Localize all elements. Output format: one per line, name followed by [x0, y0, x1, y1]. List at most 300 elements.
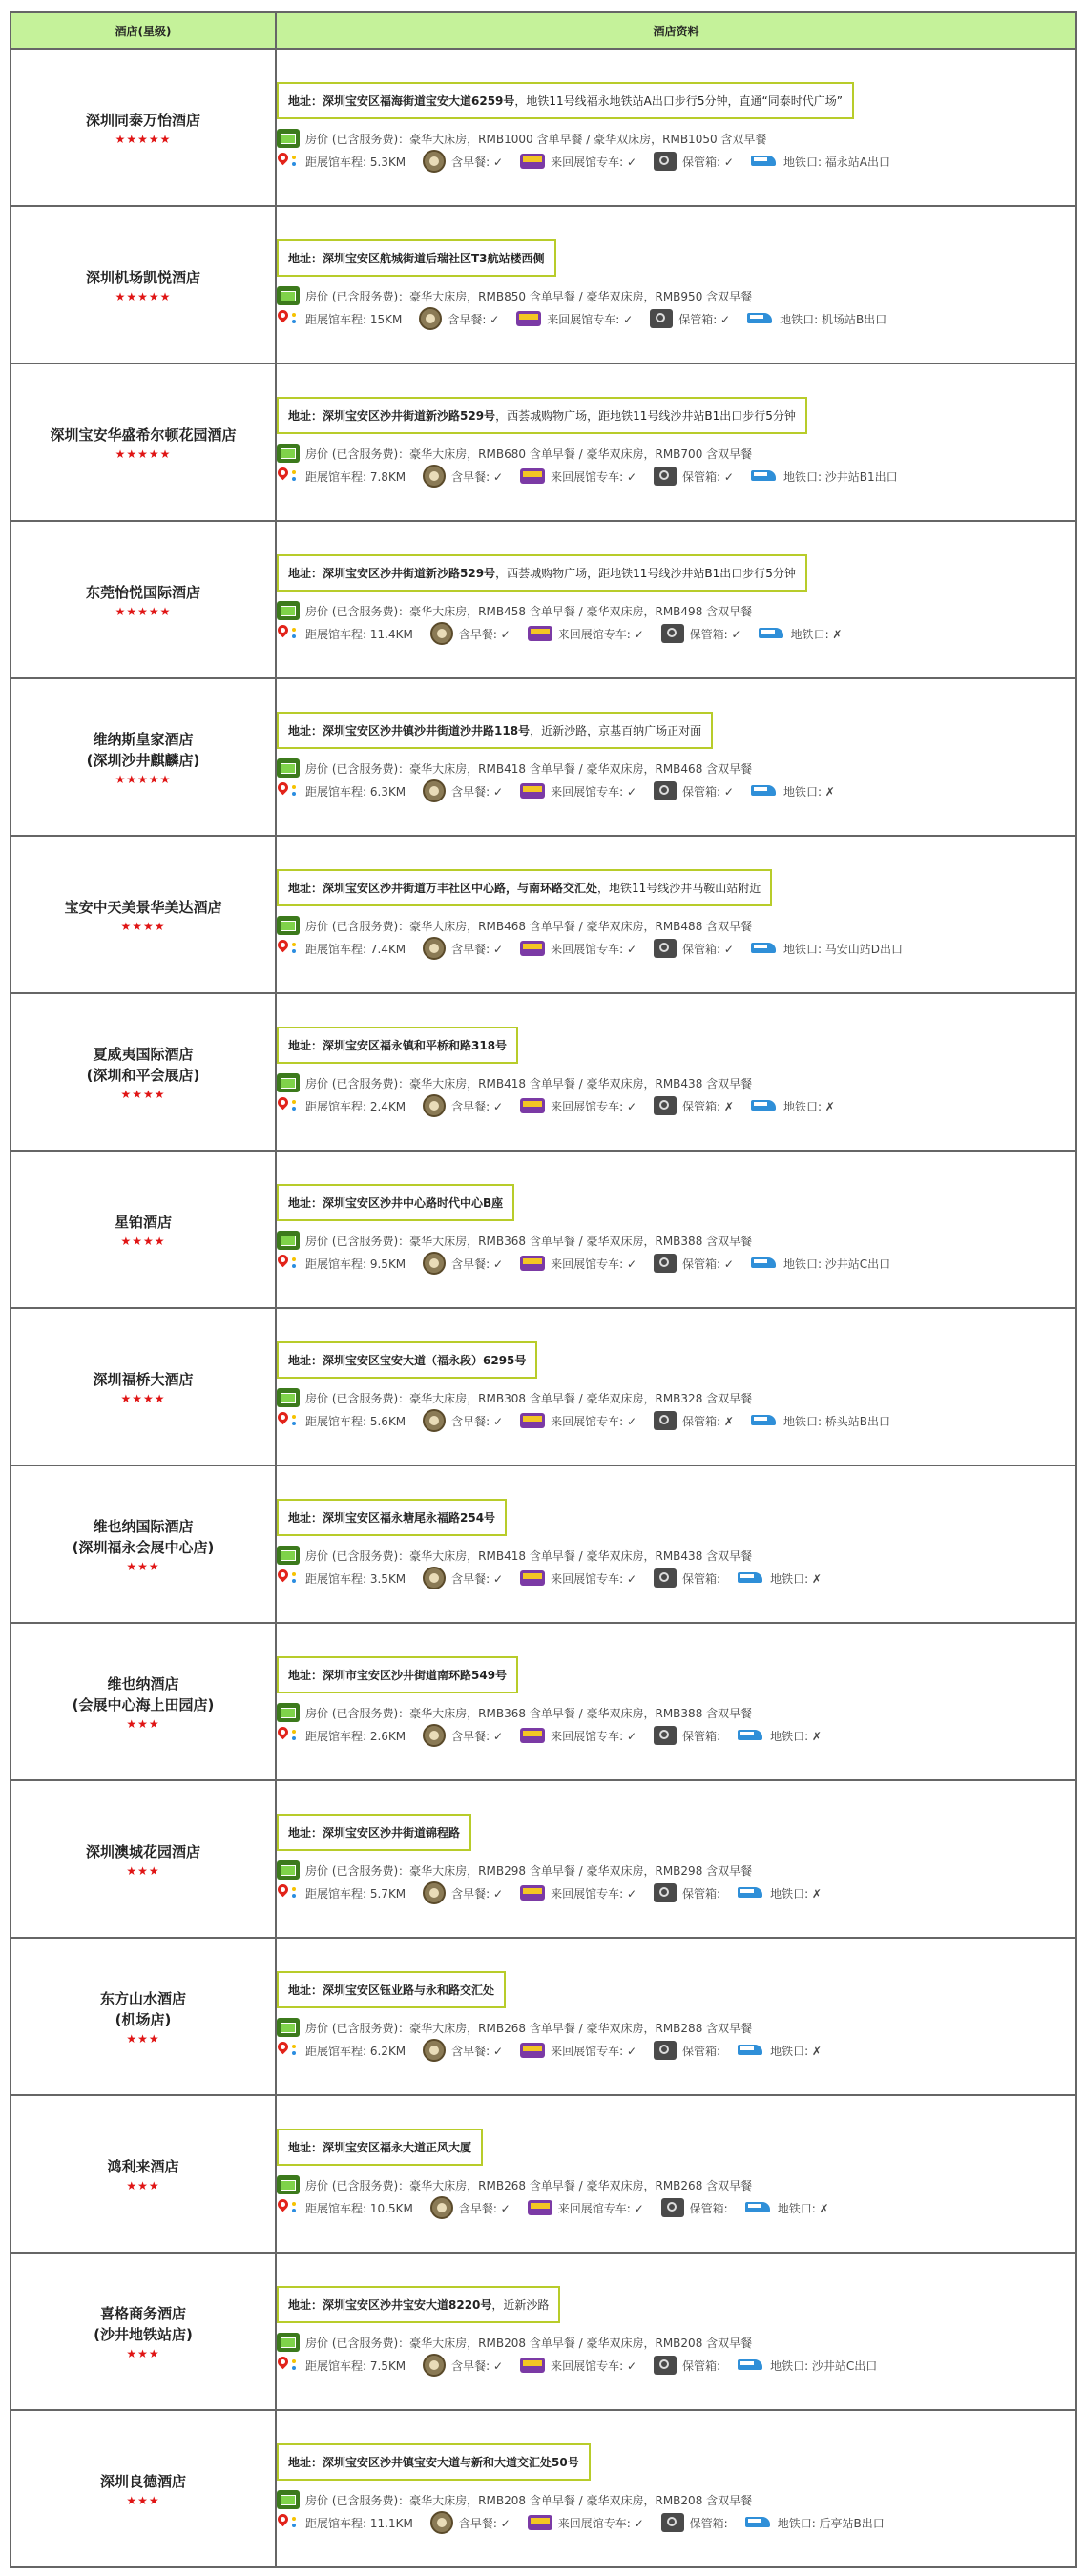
metro-text: 地铁口: ✗	[777, 2201, 829, 2215]
address-box	[277, 1184, 514, 1221]
safe-text: 保管箱: ✗	[682, 1099, 734, 1113]
location-pin-icon	[277, 2041, 290, 2060]
price-tag-icon	[277, 916, 300, 935]
location-pin-icon	[277, 1883, 290, 1902]
dots-icon	[292, 1883, 300, 1902]
amenities-line	[277, 307, 1075, 330]
price-line	[277, 1859, 1075, 1881]
distance-text: 距展馆车程: 2.6KM	[305, 1729, 406, 1743]
hotel-name-cell	[10, 364, 276, 521]
shuttle-text: 来回展馆专车: ✓	[551, 1414, 637, 1428]
location-pin-icon	[277, 1096, 290, 1115]
price-line	[277, 127, 1075, 150]
price-text: 房价 (已含服务费)：豪华大床房，RMB468 含单早餐 / 豪华双床房，RMB488 含双早餐	[305, 919, 753, 933]
shuttle-item	[520, 1413, 636, 1429]
hotel-name	[11, 729, 275, 771]
safe-item	[654, 1726, 720, 1745]
address-extra: ，近新沙路，京基百纳广场正对面	[530, 724, 702, 737]
dots-icon	[292, 939, 300, 958]
hotel-name	[11, 2303, 275, 2345]
safe-item	[654, 939, 734, 958]
safe-box-icon	[661, 2198, 684, 2217]
hotel-name-line: 深圳福桥大酒店	[93, 1370, 194, 1388]
hotel-row	[10, 206, 1076, 364]
price-text: 房价 (已含服务费)：豪华大床房，RMB458 含单早餐 / 豪华双床房，RMB498 含双早餐	[305, 604, 753, 618]
safe-item	[661, 2513, 728, 2532]
price-line	[277, 1229, 1075, 1252]
star-rating: ★★★★★	[115, 289, 172, 303]
address-extra: ，西荟城购物广场，距地铁11号线沙井站B1出口步行5分钟	[495, 567, 796, 580]
metro-text: 地铁口: 后亭站B出口	[777, 2516, 885, 2530]
safe-text: 保管箱: ✓	[689, 627, 741, 641]
safe-item	[654, 781, 734, 800]
breakfast-item	[419, 307, 499, 330]
address-main: 地址：深圳市宝安区沙井街道南环路549号	[288, 1669, 508, 1682]
star-rating: ★★★	[126, 2178, 160, 2192]
breakfast-item	[423, 1724, 503, 1747]
address-main: 地址：深圳宝安区沙井宝安大道8220号	[288, 2298, 492, 2312]
hotel-name	[11, 2156, 275, 2177]
hotel-name	[11, 1841, 275, 1862]
hotel-row	[10, 678, 1076, 836]
hotel-name-cell	[10, 1938, 276, 2095]
shuttle-item	[520, 1098, 636, 1114]
shuttle-text: 来回展馆专车: ✓	[551, 784, 637, 799]
shuttle-text: 来回展馆专车: ✓	[557, 627, 644, 641]
breakfast-plate-icon	[423, 150, 446, 173]
hotel-name-line: 东莞怡悦国际酒店	[85, 583, 200, 601]
amenities-line	[277, 779, 1075, 802]
hotel-name-cell	[10, 2253, 276, 2410]
address-main: 地址：深圳宝安区福永镇和平桥和路318号	[288, 1039, 508, 1052]
distance-text: 距展馆车程: 7.4KM	[305, 942, 406, 956]
safe-text: 保管箱:	[682, 2358, 721, 2373]
dots-icon	[292, 624, 300, 643]
shuttle-item	[520, 941, 636, 957]
metro-train-icon	[747, 311, 774, 326]
price-text: 房价 (已含服务费)：豪华大床房，RMB208 含单早餐 / 豪华双床房，RMB208 含双早餐	[305, 2493, 753, 2507]
shuttle-text: 来回展馆专车: ✓	[551, 942, 637, 956]
shuttle-bus-icon	[516, 311, 541, 326]
location-pin-icon	[277, 152, 290, 171]
amenities-line	[277, 1252, 1075, 1275]
location-pin-icon	[277, 2198, 290, 2217]
amenities-line	[277, 2511, 1075, 2534]
price-tag-icon	[277, 1546, 300, 1565]
star-rating: ★★★	[126, 2346, 160, 2360]
shuttle-item	[528, 626, 644, 642]
hotel-name-line: 夏威夷国际酒店	[93, 1045, 194, 1063]
shuttle-item	[520, 783, 636, 800]
breakfast-text: 含早餐: ✓	[451, 1571, 504, 1586]
price-text: 房价 (已含服务费)：豪华大床房，RMB1000 含单早餐 / 豪华双床房，RMB1050 含双早餐	[305, 132, 767, 146]
hotel-info-cell	[276, 206, 1076, 364]
hotel-row	[10, 2410, 1076, 2567]
distance-item	[277, 2513, 413, 2532]
shuttle-bus-icon	[520, 1098, 545, 1113]
safe-box-icon	[654, 2041, 677, 2060]
price-line	[277, 1386, 1075, 1409]
hotel-name-cell	[10, 521, 276, 678]
hotel-name-line: (沙井地铁站店)	[94, 2325, 193, 2343]
metro-item	[751, 1413, 890, 1429]
distance-text: 距展馆车程: 5.3KM	[305, 155, 406, 169]
distance-item	[277, 624, 413, 643]
shuttle-item	[520, 1256, 636, 1272]
dots-icon	[292, 2356, 300, 2375]
star-rating: ★★★	[126, 1863, 160, 1878]
price-text: 房价 (已含服务费)：豪华大床房，RMB418 含单早餐 / 豪华双床房，RMB438 含双早餐	[305, 1076, 753, 1091]
dots-icon	[292, 1096, 300, 1115]
hotel-info-cell	[276, 836, 1076, 993]
address-main: 地址：深圳宝安区福永大道正风大厦	[288, 2141, 472, 2154]
location-pin-icon	[277, 624, 290, 643]
safe-text: 保管箱: ✓	[682, 1257, 734, 1271]
metro-train-icon	[745, 2515, 772, 2530]
shuttle-text: 来回展馆专车: ✓	[551, 1571, 637, 1586]
distance-item	[277, 467, 406, 486]
hotel-row	[10, 1780, 1076, 1938]
hotel-name-line: 深圳宝安华盛希尔顿花园酒店	[50, 426, 237, 444]
breakfast-item	[430, 2511, 511, 2534]
shuttle-bus-icon	[520, 1885, 545, 1901]
price-text: 房价 (已含服务费)：豪华大床房，RMB368 含单早餐 / 豪华双床房，RMB388 含双早餐	[305, 1234, 753, 1248]
location-pin-icon	[277, 1254, 290, 1273]
shuttle-text: 来回展馆专车: ✓	[551, 1729, 637, 1743]
hotel-name-cell	[10, 2095, 276, 2253]
shuttle-text: 来回展馆专车: ✓	[551, 1099, 637, 1113]
star-rating: ★★★	[126, 1716, 160, 1731]
breakfast-plate-icon	[423, 1094, 446, 1117]
location-pin-icon	[277, 309, 290, 328]
hotel-name	[11, 425, 275, 446]
address-main: 地址：深圳宝安区沙井中心路时代中心B座	[288, 1196, 504, 1210]
shuttle-bus-icon	[528, 2200, 552, 2215]
distance-item	[277, 1726, 406, 1745]
shuttle-bus-icon	[520, 2358, 545, 2373]
hotel-name-cell	[10, 1308, 276, 1465]
breakfast-text: 含早餐: ✓	[458, 2516, 511, 2530]
metro-train-icon	[751, 783, 778, 799]
metro-item	[738, 2043, 822, 2059]
safe-item	[654, 2041, 720, 2060]
distance-item	[277, 939, 406, 958]
hotel-name	[11, 1988, 275, 2030]
safe-item	[654, 1411, 734, 1430]
price-text: 房价 (已含服务费)：豪华大床房，RMB308 含单早餐 / 豪华双床房，RMB328 含双早餐	[305, 1391, 753, 1405]
metro-text: 地铁口: ✗	[770, 1729, 822, 1743]
metro-train-icon	[751, 1413, 778, 1428]
distance-item	[277, 781, 406, 800]
address-extra: ，地铁11号线沙井马鞍山站附近	[597, 882, 761, 895]
shuttle-text: 来回展馆专车: ✓	[551, 2044, 637, 2058]
hotel-name-line: 深圳同泰万怡酒店	[85, 111, 200, 129]
shuttle-bus-icon	[528, 2515, 552, 2530]
breakfast-item	[423, 1252, 503, 1275]
address-box	[277, 82, 854, 119]
price-text: 房价 (已含服务费)：豪华大床房，RMB850 含单早餐 / 豪华双床房，RMB950 含双早餐	[305, 289, 753, 303]
location-pin-icon	[277, 467, 290, 486]
hotel-name	[11, 1673, 275, 1715]
safe-text: 保管箱:	[689, 2201, 728, 2215]
shuttle-bus-icon	[520, 1413, 545, 1428]
hotel-name-line: 维也纳酒店	[107, 1674, 179, 1693]
safe-text: 保管箱:	[682, 1571, 721, 1586]
amenities-line	[277, 1094, 1075, 1117]
price-tag-icon	[277, 601, 300, 620]
amenities-line	[277, 1409, 1075, 1432]
hotel-row	[10, 1308, 1076, 1465]
hotel-row	[10, 1151, 1076, 1308]
safe-item	[654, 1254, 734, 1273]
price-line	[277, 599, 1075, 622]
metro-train-icon	[759, 626, 785, 641]
breakfast-plate-icon	[423, 1881, 446, 1904]
star-rating: ★★★★	[120, 1087, 166, 1101]
breakfast-plate-icon	[430, 2196, 453, 2219]
price-line	[277, 1071, 1075, 1094]
breakfast-text: 含早餐: ✓	[448, 312, 500, 326]
distance-text: 距展馆车程: 11.1KM	[305, 2516, 413, 2530]
metro-text: 地铁口: 马安山站D出口	[782, 942, 904, 956]
amenities-line	[277, 150, 1075, 173]
breakfast-text: 含早餐: ✓	[451, 1886, 504, 1901]
hotel-row	[10, 993, 1076, 1151]
price-tag-icon	[277, 1073, 300, 1092]
address-box	[277, 2443, 591, 2481]
metro-train-icon	[745, 2200, 772, 2215]
star-rating: ★★★	[126, 1559, 160, 1573]
hotel-name	[11, 582, 275, 603]
safe-text: 保管箱:	[682, 1729, 721, 1743]
hotel-row	[10, 521, 1076, 678]
location-pin-icon	[277, 1568, 290, 1588]
star-rating: ★★★	[126, 2493, 160, 2507]
metro-text: 地铁口: ✗	[782, 1099, 835, 1113]
star-rating: ★★★★★	[115, 447, 172, 461]
dots-icon	[292, 2041, 300, 2060]
distance-item	[277, 2041, 406, 2060]
star-rating: ★★★★★	[115, 772, 172, 786]
distance-text: 距展馆车程: 7.5KM	[305, 2358, 406, 2373]
hotel-name-cell	[10, 1151, 276, 1308]
star-rating: ★★★★★	[115, 604, 172, 618]
breakfast-text: 含早餐: ✓	[451, 155, 504, 169]
safe-item	[661, 2198, 728, 2217]
shuttle-bus-icon	[520, 154, 545, 169]
price-text: 房价 (已含服务费)：豪华大床房，RMB680 含单早餐 / 豪华双床房，RMB700 含双早餐	[305, 447, 753, 461]
metro-train-icon	[751, 1098, 778, 1113]
distance-text: 距展馆车程: 3.5KM	[305, 1571, 406, 1586]
hotel-info-cell	[276, 2253, 1076, 2410]
safe-item	[654, 1568, 720, 1588]
safe-text: 保管箱: ✓	[682, 155, 734, 169]
safe-box-icon	[654, 1411, 677, 1430]
shuttle-bus-icon	[528, 626, 552, 641]
metro-item	[751, 941, 903, 957]
hotel-info-cell	[276, 1151, 1076, 1308]
price-tag-icon	[277, 1703, 300, 1722]
metro-train-icon	[751, 468, 778, 484]
breakfast-item	[430, 622, 511, 645]
shuttle-text: 来回展馆专车: ✓	[557, 2516, 644, 2530]
amenities-line	[277, 1881, 1075, 1904]
breakfast-plate-icon	[423, 1567, 446, 1589]
breakfast-plate-icon	[419, 307, 442, 330]
address-main: 地址：深圳宝安区福永塘尾永福路254号	[288, 1511, 496, 1525]
star-rating: ★★★★	[120, 1234, 166, 1248]
breakfast-item	[423, 1094, 503, 1117]
hotel-name-cell	[10, 206, 276, 364]
hotel-info-cell	[276, 1465, 1076, 1623]
safe-box-icon	[654, 2356, 677, 2375]
location-pin-icon	[277, 781, 290, 800]
hotel-row	[10, 2253, 1076, 2410]
shuttle-text: 来回展馆专车: ✓	[551, 1257, 637, 1271]
distance-text: 距展馆车程: 5.7KM	[305, 1886, 406, 1901]
metro-text: 地铁口: 沙井站B1出口	[782, 469, 898, 484]
safe-box-icon	[654, 1254, 677, 1273]
address-box	[277, 2286, 560, 2323]
breakfast-text: 含早餐: ✓	[451, 784, 504, 799]
price-tag-icon	[277, 1860, 300, 1880]
address-main: 地址：深圳宝安区沙井街道新沙路529号	[288, 567, 496, 580]
distance-item	[277, 1883, 406, 1902]
hotel-info-cell	[276, 1780, 1076, 1938]
star-rating: ★★★★	[120, 1391, 166, 1405]
safe-text: 保管箱: ✓	[682, 784, 734, 799]
address-main: 地址：深圳宝安区沙井镇沙井街道沙井路118号	[288, 724, 531, 737]
breakfast-plate-icon	[423, 1724, 446, 1747]
price-text: 房价 (已含服务费)：豪华大床房，RMB368 含单早餐 / 豪华双床房，RMB388 含双早餐	[305, 1706, 753, 1720]
hotel-name-line: (会展中心海上田园店)	[72, 1695, 215, 1714]
hotel-name	[11, 267, 275, 288]
price-tag-icon	[277, 2333, 300, 2352]
price-tag-icon	[277, 286, 300, 305]
hotel-name	[11, 1212, 275, 1233]
price-text: 房价 (已含服务费)：豪华大床房，RMB418 含单早餐 / 豪华双床房，RMB438 含双早餐	[305, 1548, 753, 1563]
metro-train-icon	[738, 1728, 764, 1743]
breakfast-plate-icon	[423, 937, 446, 960]
amenities-line	[277, 2354, 1075, 2377]
address-extra: ，地铁11号线福永地铁站A出口步行5分钟，直通“同泰时代广场”	[514, 94, 843, 108]
shuttle-bus-icon	[520, 1728, 545, 1743]
hotel-row	[10, 2095, 1076, 2253]
shuttle-item	[520, 1885, 636, 1901]
hotel-name-cell	[10, 836, 276, 993]
metro-text: 地铁口: 桥头站B出口	[782, 1414, 891, 1428]
distance-text: 距展馆车程: 5.6KM	[305, 1414, 406, 1428]
shuttle-text: 来回展馆专车: ✓	[557, 2201, 644, 2215]
address-box	[277, 554, 807, 592]
distance-item	[277, 2356, 406, 2375]
address-main: 地址：深圳宝安区沙井街道锦程路	[288, 1826, 461, 1839]
address-main: 地址：深圳宝安区沙井镇宝安大道与新和大道交汇处50号	[288, 2456, 579, 2469]
shuttle-bus-icon	[520, 941, 545, 956]
hotel-name-cell	[10, 678, 276, 836]
star-rating: ★★★★	[120, 919, 166, 933]
shuttle-text: 来回展馆专车: ✓	[551, 1886, 637, 1901]
amenities-line	[277, 1724, 1075, 1747]
amenities-line	[277, 465, 1075, 488]
price-tag-icon	[277, 1231, 300, 1250]
hotel-name-cell	[10, 1465, 276, 1623]
safe-box-icon	[654, 781, 677, 800]
column-header-hotel: 酒店(星级)	[10, 12, 276, 49]
breakfast-text: 含早餐: ✓	[451, 1414, 504, 1428]
breakfast-text: 含早餐: ✓	[451, 1257, 504, 1271]
metro-item	[751, 154, 890, 170]
metro-item	[747, 311, 886, 327]
metro-train-icon	[751, 941, 778, 956]
distance-text: 距展馆车程: 10.5KM	[305, 2201, 413, 2215]
amenities-line	[277, 1567, 1075, 1589]
safe-text: 保管箱:	[682, 1886, 721, 1901]
distance-item	[277, 309, 402, 328]
shuttle-item	[520, 2358, 636, 2374]
metro-item	[745, 2200, 829, 2216]
address-box	[277, 1971, 506, 2008]
location-pin-icon	[277, 2356, 290, 2375]
shuttle-bus-icon	[520, 1570, 545, 1586]
distance-item	[277, 2198, 413, 2217]
price-text: 房价 (已含服务费)：豪华大床房，RMB268 含单早餐 / 豪华双床房，RMB268 含双早餐	[305, 2178, 753, 2192]
address-main: 地址：深圳宝安区沙井街道新沙路529号	[288, 409, 496, 423]
price-line	[277, 2331, 1075, 2354]
breakfast-text: 含早餐: ✓	[451, 2358, 504, 2373]
address-extra: ，近新沙路	[491, 2298, 550, 2312]
safe-box-icon	[654, 1726, 677, 1745]
address-main: 地址：深圳宝安区钰业路与永和路交汇处	[288, 1984, 495, 1997]
hotel-name	[11, 1516, 275, 1558]
breakfast-plate-icon	[423, 2354, 446, 2377]
address-main: 地址：深圳宝安区宝安大道（福永段）6295号	[288, 1354, 527, 1367]
metro-text: 地铁口: ✗	[770, 1571, 822, 1586]
hotel-name-cell	[10, 1623, 276, 1780]
metro-item	[751, 783, 835, 800]
hotel-name-cell	[10, 1780, 276, 1938]
hotel-name-line: 维纳斯皇家酒店	[93, 730, 194, 748]
hotel-info-cell	[276, 2410, 1076, 2567]
distance-item	[277, 1254, 406, 1273]
hotel-info-cell	[276, 1308, 1076, 1465]
hotel-info-cell	[276, 1938, 1076, 2095]
price-tag-icon	[277, 2018, 300, 2037]
shuttle-bus-icon	[520, 783, 545, 799]
safe-box-icon	[654, 152, 677, 171]
price-tag-icon	[277, 1388, 300, 1407]
hotel-name-line: 维也纳国际酒店	[93, 1517, 194, 1535]
hotel-row	[10, 1623, 1076, 1780]
safe-text: 保管箱:	[682, 2044, 721, 2058]
metro-item	[745, 2515, 885, 2531]
hotel-info-cell	[276, 678, 1076, 836]
price-line	[277, 2016, 1075, 2039]
price-tag-icon	[277, 444, 300, 463]
metro-text: 地铁口: ✗	[770, 1886, 822, 1901]
breakfast-item	[423, 465, 503, 488]
hotel-info-cell	[276, 1623, 1076, 1780]
metro-text: 地铁口: ✗	[770, 2044, 822, 2058]
hotel-name	[11, 897, 275, 918]
breakfast-item	[423, 2039, 503, 2062]
hotel-table	[10, 11, 1077, 2568]
distance-item	[277, 1568, 406, 1588]
breakfast-item	[423, 779, 503, 802]
safe-item	[654, 1096, 734, 1115]
address-main: 地址：深圳宝安区福海街道宝安大道6259号	[288, 94, 515, 108]
safe-text: 保管箱: ✓	[682, 469, 734, 484]
